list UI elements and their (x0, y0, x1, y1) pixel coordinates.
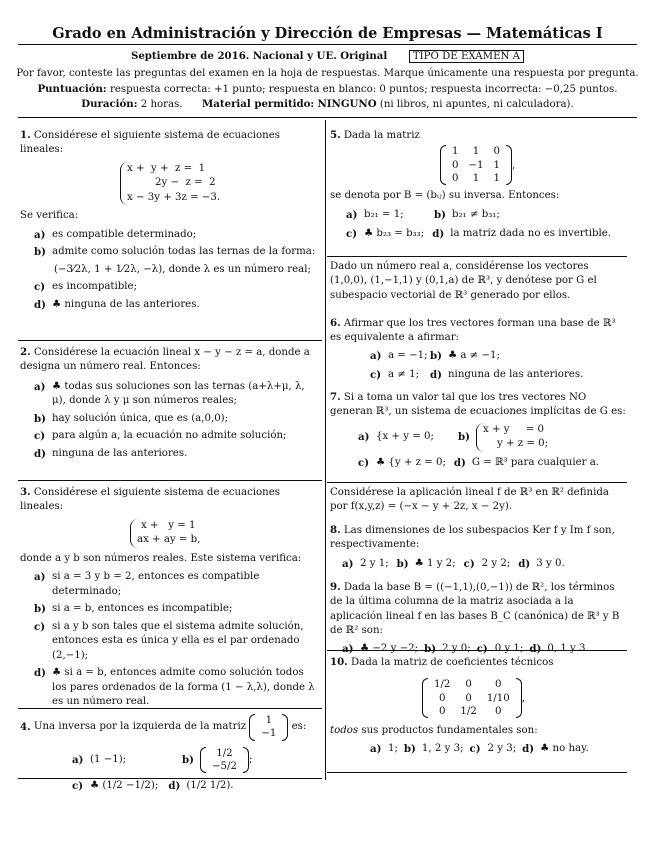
q5-matrix (440, 145, 512, 185)
option-text: ♣ 1 y 2; (414, 557, 456, 569)
q5-after: se denota por B = (bᵢⱼ) su inversa. Entonces: (330, 190, 560, 202)
option-label: c) (34, 430, 46, 443)
q7-stem: Si a toma un valor tal que los tres vectores NO generan ℝ³, un sistema de ecuaciones implícitas de G es: (330, 392, 626, 418)
option-label: d) (34, 447, 46, 460)
option-label: a) (34, 571, 46, 584)
option-label: c) (34, 281, 46, 294)
option-text: admite como solución todas las ternas de la forma: (52, 246, 316, 258)
option-label: a) (34, 228, 46, 241)
option-label: c) (346, 228, 358, 241)
option-text: ♣ a ≠ −1; (448, 349, 500, 361)
question-4 (20, 714, 320, 793)
option-label: d) (34, 298, 46, 311)
option-label: d) (529, 642, 542, 655)
q4-option-c (72, 779, 158, 793)
matrix-entry: 1 (265, 715, 273, 726)
option-text: ♣ (1/2 −1/2); (90, 780, 159, 791)
option-label: a) (342, 642, 354, 655)
matrix-entry: 0 (438, 705, 446, 717)
matrix-entry: 1 (493, 172, 500, 184)
q3-lead: donde a y b son números reales. Este sistema verifica: (20, 552, 302, 564)
option-label: b) (34, 246, 46, 259)
separator (327, 482, 627, 483)
option-text: ninguna de las anteriores. (448, 369, 584, 381)
option-text: ♣ no hay. (540, 742, 589, 754)
q10-matrix (422, 678, 522, 718)
matrix-entry: −1 (468, 159, 484, 171)
matrix-entry: 1 (452, 146, 459, 158)
duration-label: Duración: (81, 98, 138, 110)
option-label: a) (358, 431, 370, 444)
option-label: c) (72, 780, 84, 792)
q5-option-a (346, 208, 434, 222)
option-text: 2 y 3; (487, 742, 517, 754)
matrix-entry: 1/2 (460, 705, 477, 717)
q4-stem: Una inversa por la izquierda de la matriz (33, 721, 247, 732)
option-text: si a = b, entonces es incompatible; (52, 603, 233, 615)
q7-option-a (358, 430, 458, 444)
q10-after-emphasis: todos (330, 725, 359, 737)
matrix-entry: −1 (261, 728, 277, 740)
q5-option-c (346, 227, 424, 241)
option-label: c) (370, 369, 382, 382)
q1-option-b-formula: (−3⁄2λ, 1 + 1⁄2λ, −λ), donde λ es un número real; (54, 263, 311, 275)
option-text: 2 y 0; (442, 642, 471, 654)
q3-option-d (34, 666, 320, 709)
q8-stem: Las dimensiones de los subespacios Ker f y Im f son, respectivamente: (330, 525, 615, 551)
q6-option-a (370, 349, 430, 363)
option-text: ♣ {y + z = 0; (376, 456, 446, 468)
context-2: Considérese la aplicación lineal f de ℝ³ en ℝ² definida por f(x,y,z) = (−x − y + 2z, x − 2y). (330, 487, 609, 513)
matrix-entry: 1/10 (486, 692, 510, 704)
separator (327, 772, 627, 773)
matrix-entry: 1 (472, 172, 480, 184)
separator (18, 778, 322, 779)
q3-number: 3. (20, 486, 31, 498)
q6-option-b (430, 349, 500, 363)
q3-option-a (34, 570, 320, 599)
separator (18, 340, 322, 341)
q3-stem: Considérese el siguiente sistema de ecuaciones lineales: (20, 487, 280, 513)
matrix-entry: −5/2 (212, 760, 237, 772)
option-label: c) (358, 456, 370, 469)
option-text: ♣ si a = b, entonces admite como solución todos los pares ordenados de la forma (1 − λ,λ), donde λ es un número real. (52, 667, 315, 708)
q1-option-b (34, 245, 320, 259)
q4-option-b: b) 1/2 −5/2 ; (182, 747, 253, 772)
q8-option-b (397, 557, 456, 571)
q6-number: 6. (330, 317, 341, 329)
matrix-entry: 0 (465, 679, 472, 691)
option-label: b) (458, 431, 470, 444)
q7-option-d (454, 456, 599, 470)
option-text: es compatible determinado; (52, 228, 197, 240)
q8-option-d (518, 557, 564, 571)
q10-after: sus productos fundamentales son: (361, 725, 538, 737)
q4-stem-end: es: (291, 721, 307, 732)
option-label: d) (453, 456, 466, 469)
material-text: (ni libros, ni apuntes, ni calculadora). (379, 99, 574, 110)
exam-type-badge: TIPO DE EXAMEN A (409, 50, 524, 63)
option-text: ninguna de las anteriores. (52, 447, 188, 459)
question-5: 5. Dada la matriz 1 1 0 0 −1 1 0 1 1 , se denota por B = (bᵢⱼ) su inversa. Entonces: a) b₂₁ = 1; b) b₂₁ ≠ b₃₁; c) ♣ b₂₃ = b₃₃; d) la matriz dada no es invertible. (330, 128, 626, 242)
option-text: ♣ −2 y −2; (360, 642, 419, 654)
q8-option-c (464, 557, 511, 571)
scoring-label: Puntuación: (37, 83, 107, 95)
option-label: d) (432, 228, 445, 241)
q3-eq2: ax + ay = b, (137, 534, 201, 546)
q5-option-b (434, 208, 500, 222)
option-text: 2 y 1; (360, 557, 389, 569)
q5-stem: Dada la matriz (343, 130, 420, 141)
option-text: ♣ b₂₃ = b₃₃; (364, 228, 425, 240)
q10-option-d (522, 742, 589, 756)
q8-option-a (342, 557, 389, 571)
option-label: b) (430, 349, 442, 362)
matrix-entry: 0 (452, 159, 459, 171)
question-9 (330, 580, 626, 656)
q4-option-d (168, 779, 233, 793)
q10-option-b (404, 742, 464, 756)
option-text: a ≠ 1; (388, 369, 420, 381)
q1-lead: Se verifica: (20, 210, 79, 222)
option-text: si a = 3 y b = 2, entonces es compatible determinado; (52, 571, 260, 597)
option-label: b) (434, 208, 446, 221)
q1-system (120, 162, 220, 205)
q3-option-b (34, 602, 320, 616)
option-label: a) (370, 349, 382, 362)
scoring-text: respuesta correcta: +1 punto; respuesta en blanco: 0 puntos; respuesta incorrecta: −0,25 puntos. (109, 84, 618, 95)
option-label: d) (518, 557, 531, 570)
question-7 (330, 390, 626, 470)
option-text: a = −1; (388, 349, 428, 361)
question-3 (20, 485, 320, 710)
option-text: hay solución única, que es (a,0,0); (52, 412, 229, 424)
q2-option-d (34, 447, 320, 461)
matrix-entry: 0 (465, 692, 472, 704)
q6-option-d (430, 368, 583, 382)
question-10: 10. Dada la matriz de coeficientes técnicos 1/2 0 0 0 0 1/10 0 1/2 0 , todos sus productos fundamentales son: a) 1; b) 1, 2 y 3; c) 2 y 3; d) ♣ no hay. (330, 656, 589, 755)
option-text: (1 −1); (90, 753, 127, 765)
q1-stem: Considérese el siguiente sistema de ecuaciones lineales: (20, 130, 280, 156)
q1-eq2: 2y − z = 2 (155, 177, 216, 189)
exam-title: Grado en Administración y Dirección de Empresas — Matemáticas I (52, 25, 603, 42)
q7-number: 7. (330, 391, 341, 403)
matrix-entry: 1 (472, 146, 480, 158)
option-text: {x + y = 0; (376, 431, 434, 443)
duration-line (0, 97, 655, 112)
q8-number: 8. (330, 524, 341, 536)
option-text: ♣ ninguna de las anteriores. (52, 298, 200, 310)
q1-option-c (34, 280, 320, 294)
q7-option-c (358, 456, 446, 470)
q10-option-c (470, 742, 517, 756)
q2-option-a (34, 380, 320, 409)
option-label: c) (476, 642, 488, 655)
option-text: es incompatible; (52, 281, 138, 293)
separator (18, 708, 322, 709)
option-label: b) (403, 742, 416, 755)
question-1 (20, 128, 320, 312)
q7-option-b-system (476, 423, 548, 452)
q5-number: 5. (330, 129, 341, 141)
option-text: 3 y 0. (536, 557, 565, 569)
option-label: b) (396, 557, 409, 570)
matrix-entry: 1/2 (434, 679, 451, 691)
q3-option-c (34, 620, 320, 663)
matrix-entry: 0 (495, 679, 502, 691)
session-line (0, 49, 655, 64)
system-row: x + y = 0 (483, 423, 544, 435)
option-label: b) (182, 753, 194, 766)
option-label: a) (346, 208, 358, 221)
option-label: b) (34, 412, 46, 425)
q1-number: 1. (20, 129, 31, 141)
scoring-line (0, 82, 655, 97)
q4-option-a (72, 753, 182, 767)
option-text: b₂₁ ≠ b₃₁; (452, 208, 500, 220)
q4-matrix (249, 714, 288, 741)
q7-option-b (458, 423, 548, 452)
option-text: G = ℝ³ para cualquier a. (471, 456, 600, 468)
option-label: c) (34, 620, 46, 633)
matrix-entry: 0 (493, 146, 500, 158)
option-text: (1/2 1/2). (186, 780, 234, 791)
question-8 (330, 523, 626, 571)
context-1: Dado un número real a, considérense los vectores (1,0,0), (1,−1,1) y (0,1,a) de ℝ³, y denótese por G el subespacio vectorial de ℝ³ generado por ellos. (330, 261, 597, 301)
q5-option-d (432, 227, 611, 241)
option-label: a) (342, 557, 354, 570)
q4-number: 4. (20, 721, 31, 733)
q10-option-a (370, 742, 398, 756)
material-label: Material permitido: (202, 98, 315, 110)
q9-stem: Dada la base B = ((−1,1),(0,−1)) de ℝ², los términos de la última columna de la matriz asociada a la aplicación lineal f en las bases B_C (canónica) de ℝ³ y B de ℝ² son: (330, 582, 620, 637)
option-text: b₂₁ = 1; (364, 208, 404, 220)
option-label: b) (34, 603, 46, 616)
option-label: a) (370, 742, 382, 755)
option-label: a) (72, 753, 84, 766)
separator (327, 256, 627, 257)
column-divider (325, 120, 326, 780)
material-value: NINGUNO (317, 98, 377, 110)
option-label: c) (463, 557, 475, 570)
option-label: b) (424, 642, 437, 655)
header-rule-top (18, 44, 637, 45)
q2-option-c (34, 429, 320, 443)
header-rule-bottom (18, 117, 637, 118)
q6-stem: Afirmar que los tres vectores forman una base de ℝ³ es equivalente a afirmar: (330, 318, 616, 344)
q10-number: 10. (330, 656, 348, 668)
q1-option-d (34, 298, 320, 312)
session-text: Septiembre de 2016. Nacional y UE. Original (130, 50, 388, 62)
option-label: d) (34, 667, 46, 680)
matrix-entry: 0 (495, 705, 502, 717)
q4-option-b-matrix (200, 747, 249, 774)
matrix-entry: 1/2 (216, 747, 233, 759)
question-6 (330, 316, 626, 383)
option-text: 2 y 2; (481, 557, 511, 569)
q1-eq3: x − 3y + 3z = −3. (127, 191, 221, 203)
option-text: 1, 2 y 3; (421, 742, 464, 754)
option-text: ♣ todas sus soluciones son las ternas (a+λ+μ, λ, μ), donde λ y μ son números reales; (52, 380, 305, 407)
option-label: a) (34, 380, 46, 393)
q2-number: 2. (20, 346, 31, 358)
matrix-entry: 0 (452, 172, 459, 184)
system-row: y + z = 0; (497, 438, 549, 450)
duration-text: 2 horas. (140, 99, 183, 110)
matrix-entry: 0 (438, 692, 446, 704)
question-2 (20, 345, 320, 461)
q3-eq1: x + y = 1 (141, 519, 196, 531)
q2-option-b (34, 412, 320, 426)
q3-system (130, 519, 200, 548)
option-label: d) (168, 780, 181, 792)
q6-option-c (370, 368, 430, 382)
option-label: d) (430, 369, 442, 382)
q2-stem: Considérese la ecuación lineal x − y − z = a, donde a designa un número real. Entonces: (20, 347, 310, 373)
separator (18, 480, 322, 481)
option-label: d) (522, 742, 535, 755)
option-text: 0, 1 y 3. (547, 642, 589, 654)
q10-stem: Dada la matriz de coeficientes técnicos (350, 657, 554, 668)
q1-eq1: x + y + z = 1 (127, 162, 206, 174)
option-text: 0 y 1; (494, 642, 524, 654)
option-label: c) (469, 742, 481, 755)
q9-number: 9. (330, 581, 341, 593)
matrix-entry: 1 (493, 159, 500, 171)
option-text: si a y b son tales que el sistema admite solución, entonces esta es única y ella es el par ordenado (2,−1); (52, 620, 304, 661)
instructions: Por favor, conteste las preguntas del examen en la hoja de respuestas. Marque únicamente una respuesta por pregunta. (16, 68, 639, 79)
option-text: la matriz dada no es invertible. (450, 228, 612, 240)
option-text: 1; (388, 742, 398, 754)
option-text: para algún a, la ecuación no admite solución; (52, 430, 287, 442)
q1-option-a (34, 228, 320, 242)
separator (327, 650, 627, 651)
